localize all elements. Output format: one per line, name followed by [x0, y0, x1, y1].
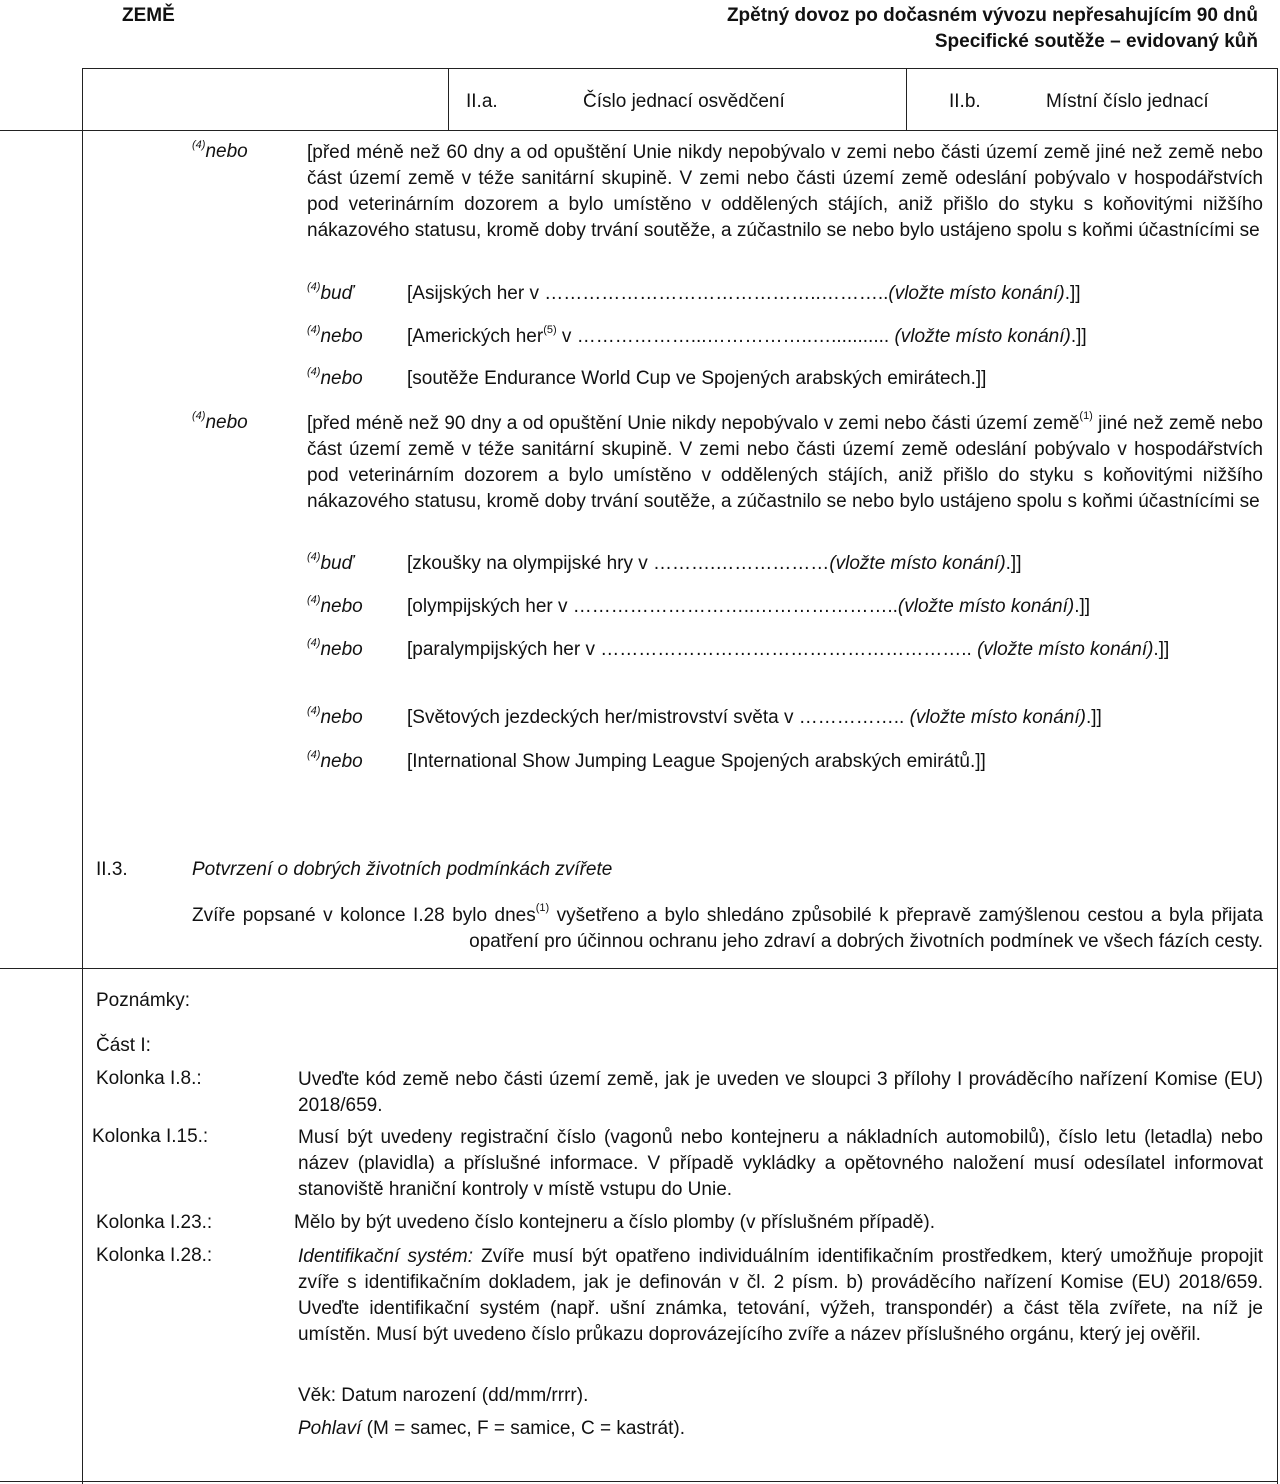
block2-text: [před méně než 90 dny a od opuštění Unie nikdy nepobývalo v zemi nebo části území země$^{(1)}$ jiné než země nebo část území země v téže sanitární skupině. V zemi nebo části území země odeslání pobývalo v hospodářstvích pod veterinárním dozorem a bylo umístěno v oddělených stájích, aniž přišlo do styku s koňovitými nižšího nákazového statusu, kromě doby trvání soutěže, a zúčastnilo se nebo bylo ustájeno spolu s koňmi účastnícími se	[307, 410, 1263, 512]
block1-option1-text: [Asijských her v ……………………………………..………..(vložte místo konání).]]	[407, 283, 1081, 304]
block1-option2-text: [Amerických her$^{(5)}$ v ………………...……………..…........... (vložte místo konání).]]	[407, 324, 1087, 347]
section-ii3-text: Zvíře popsané v kolonce I.28 bylo dnes$^{(1)}$ vyšetřeno a bylo shledáno způsobilé k přepravě zamýšlenou cestou a byla přijata opatření pro účinnou ochranu jeho zdraví a dobrých životních podmínek ve všech fázích cesty.	[192, 902, 1264, 952]
note-text-i28: Identifikační systém: Zvíře musí být opatřeno individuálním identifikačním prostředkem, který umožňuje propojit zvíře s identifikačním dokladem, jak je definován v čl. 2 písm. b) prováděcího nařízení Komise (EU) 2018/659. Uveďte identifikační systém (např. ušní známka, tetování, výžeh, transpondér) a část těla zvířete, na níž je umístěn. Musí být uvedeno číslo průkazu doprovázejícího zvíře a název příslušného orgánu, který jej ověřil.	[298, 1246, 1263, 1345]
note-age: Věk: Datum narození (dd/mm/rrrr).	[298, 1385, 589, 1406]
block2-option2-marker: $^{(4)}$nebo	[307, 594, 363, 617]
col-a-label: Číslo jednací osvědčení	[583, 91, 785, 112]
notes-heading: Poznámky:	[96, 990, 190, 1011]
table-header-bottom-border	[0, 130, 1278, 131]
block2-option2-text: [olympijských her v ………………………..…………………..(vložte místo konání).]]	[407, 596, 1091, 617]
note-sex: Pohlaví (M = samec, F = samice, C = kastrát).	[298, 1418, 685, 1439]
block1-option1-marker: $^{(4)}$buď	[307, 281, 354, 304]
notes-part-label: Část I:	[96, 1035, 151, 1056]
note-label-i23: Kolonka I.23.:	[96, 1212, 213, 1233]
document-title-line1: Zpětný dovoz po dočasném vývozu nepřesahujícím 90 dnů	[726, 5, 1258, 26]
block2-option3-marker: $^{(4)}$nebo	[307, 637, 363, 660]
table-divider-b	[906, 68, 907, 130]
note-text-i8: Uveďte kód země nebo části území země, jak je uveden ve sloupci 3 přílohy I prováděcího nařízení Komise (EU) 2018/659.	[298, 1069, 1263, 1116]
table-left-border	[82, 68, 83, 1484]
table-top-border	[82, 68, 1278, 69]
block2-option3-text: [paralympijských her v ………………………………………………….. (vložte místo konání).]]	[407, 639, 1170, 660]
block2-marker: $^{(4)}$nebo	[192, 410, 248, 433]
col-a-code: II.a.	[466, 91, 498, 112]
block1-option2-marker: $^{(4)}$nebo	[307, 324, 363, 347]
table-divider-a	[448, 68, 449, 130]
note-text-i23: Mělo by být uvedeno číslo kontejneru a číslo plomby (v příslušném případě).	[294, 1212, 936, 1233]
col-b-label: Místní číslo jednací	[1046, 91, 1209, 112]
block2-option5-marker: $^{(4)}$nebo	[307, 749, 363, 772]
block2-option4-text: [Světových jezdeckých her/mistrovství světa v …………….. (vložte místo konání).]]	[407, 707, 1102, 728]
col-b-code: II.b.	[949, 91, 981, 112]
document-title-line2: Specifické soutěže – evidovaný kůň	[934, 31, 1258, 52]
section-separator	[0, 968, 1278, 969]
page-bottom-border	[0, 1481, 1278, 1482]
block1-option3-marker: $^{(4)}$nebo	[307, 366, 363, 389]
note-label-i28: Kolonka I.28.:	[96, 1245, 213, 1266]
note-label-i15: Kolonka I.15.:	[92, 1126, 209, 1147]
block2-option5-text: [International Show Jumping League Spojených arabských emirátů.]]	[407, 751, 986, 772]
block2-option1-text: [zkoušky na olympijské hry v ……….………………(vložte místo konání).]]	[407, 553, 1022, 574]
block2-option1-marker: $^{(4)}$buď	[307, 551, 354, 574]
note-label-i8: Kolonka I.8.:	[96, 1068, 202, 1089]
block1-option3-text: [soutěže Endurance World Cup ve Spojených arabských emirátech.]]	[407, 368, 987, 389]
block1-text: [před méně než 60 dny a od opuštění Unie nikdy nepobývalo v zemi nebo části území země jiné než země nebo část území země v téže sanitární skupině. V zemi nebo části území země odeslání pobývalo v hospodářstvích pod veterinárním dozorem a bylo umístěno v oddělených stájích, aniž přišlo do styku s koňovitými nižšího nákazového statusu, kromě doby trvání soutěže, a zúčastnilo se nebo bylo ustájeno spolu s koňmi účastnícími se	[307, 142, 1263, 241]
section-ii3-title: Potvrzení o dobrých životních podmínkách zvířete	[192, 859, 613, 880]
country-label: ZEMĚ	[122, 5, 175, 26]
note-text-i15: Musí být uvedeny registrační číslo (vagonů nebo kontejneru a nákladních automobilů), číslo letu (letadla) nebo název (plavidla) a příslušné informace. V případě vykládky a opětovného naložení musí odesílatel informovat stanoviště hraniční kontroly v místě vstupu do Unie.	[298, 1127, 1263, 1200]
table-right-border	[1277, 68, 1278, 1484]
block1-marker: $^{(4)}$nebo	[192, 139, 248, 162]
block2-option4-marker: $^{(4)}$nebo	[307, 705, 363, 728]
section-ii3-code: II.3.	[96, 859, 128, 880]
